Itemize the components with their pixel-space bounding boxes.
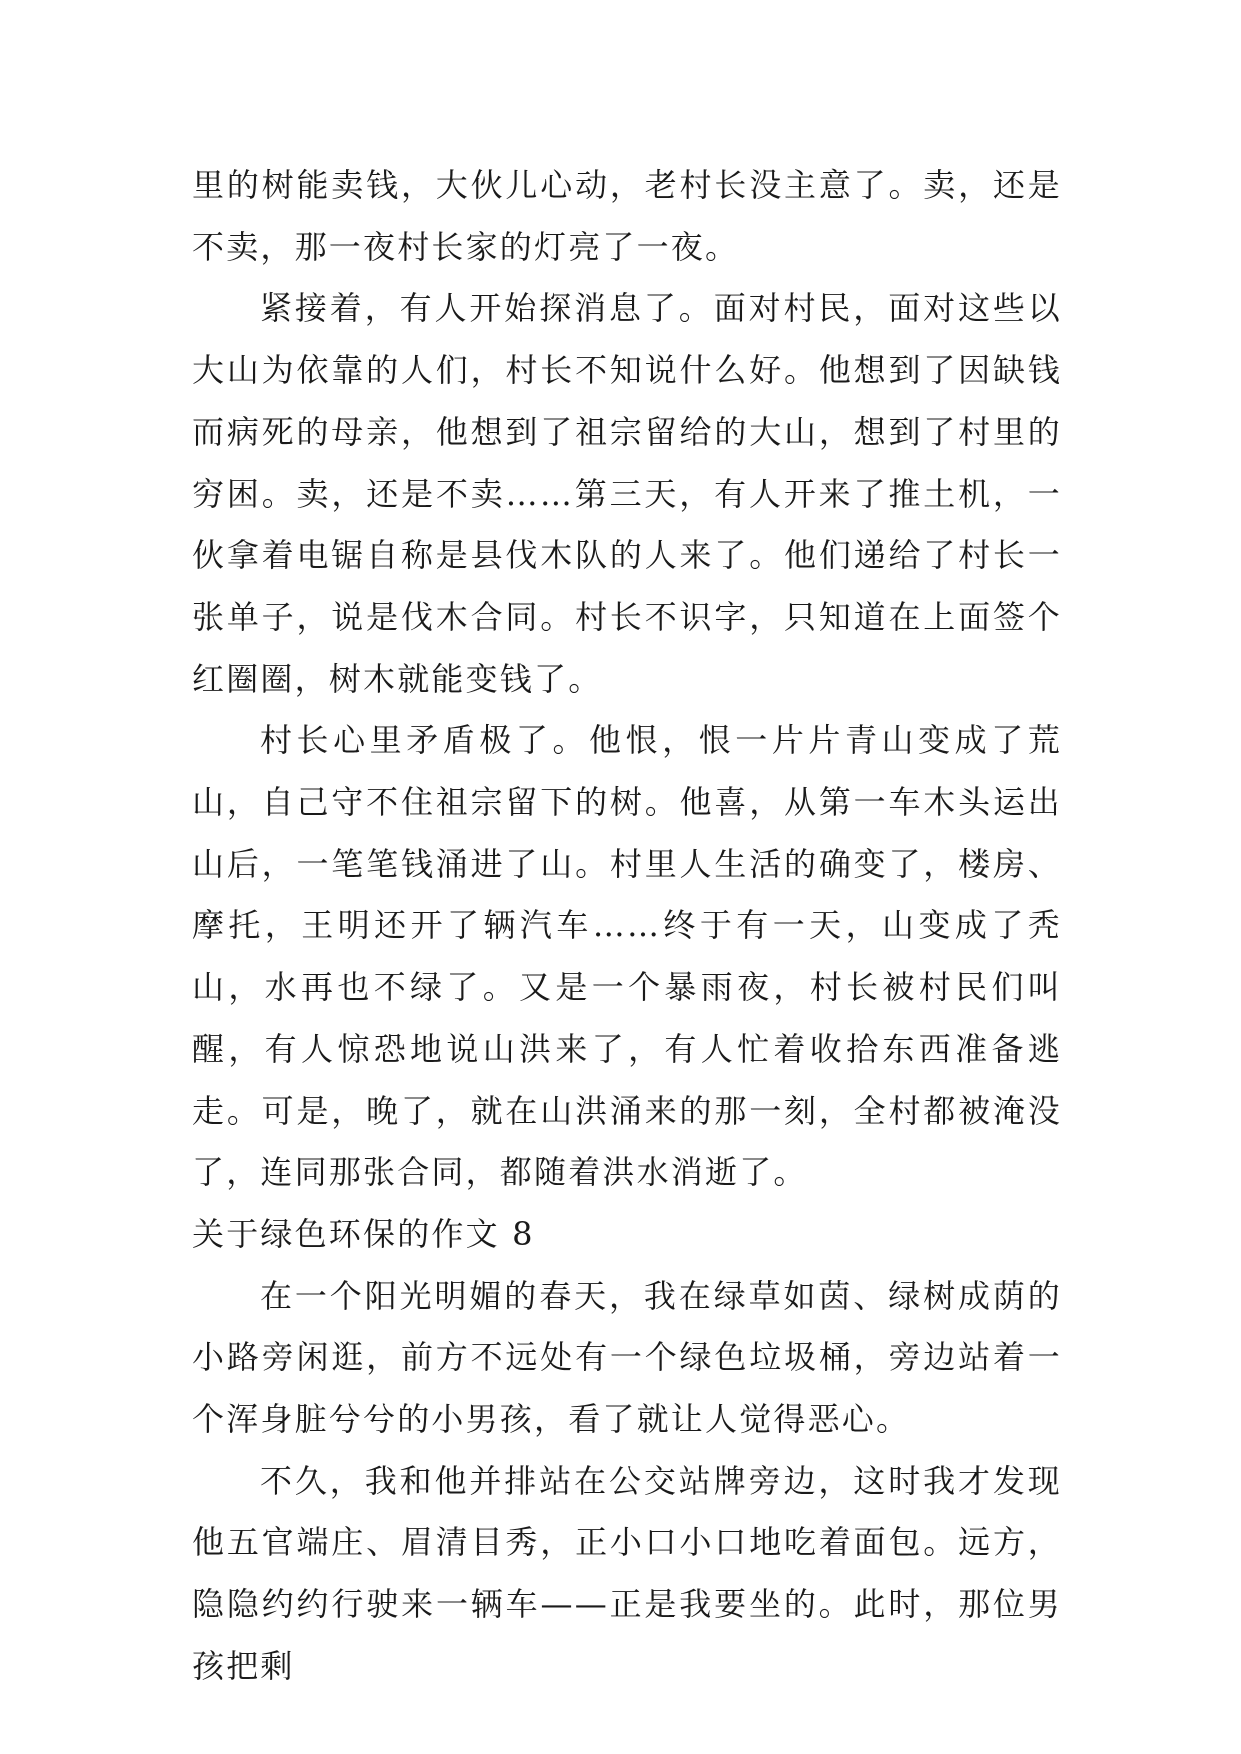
section-paragraph-1: 在一个阳光明媚的春天，我在绿草如茵、绿树成荫的小路旁闲逛，前方不远处有一个绿色垃圾桶，旁边站着一个浑身脏兮兮的小男孩，看了就让人觉得恶心。 (192, 1276, 1062, 1439)
paragraph-2: 紧接着，有人开始探消息了。面对村民，面对这些以大山为依靠的人们，村长不知说什么好。他想到了因缺钱而病死的母亲，他想到了祖宗留给的大山，想到了村里的穷困。卖，还是不卖……第三天，有人开来了推土机，一伙拿着电锯自称是县伐木队的人来了。他们递给了村长一张单子，说是伐木合同。村长不识字，只知道在上面签个红圈圈，树木就能变钱了。 (192, 289, 1062, 698)
document-body (192, 155, 1062, 1698)
paragraph-1: 里的树能卖钱，大伙儿心动，老村长没主意了。卖，还是不卖，那一夜村长家的灯亮了一夜。 (192, 166, 1062, 266)
paragraph-3: 村长心里矛盾极了。他恨，恨一片片青山变成了荒山，自己守不住祖宗留下的树。他喜，从第一车木头运出山后，一笔笔钱涌进了山。村里人生活的确变了，楼房、摩托，王明还开了辆汽车……终于有一天，山变成了秃山，水再也不绿了。又是一个暴雨夜，村长被村民们叫醒，有人惊恐地说山洪来了，有人忙着收拾东西准备逃走。可是，晚了，就在山洪涌来的那一刻，全村都被淹没了，连同那张合同，都随着洪水消逝了。 (192, 721, 1062, 1192)
section-paragraph-2: 不久，我和他并排站在公交站牌旁边，这时我才发现他五官端庄、眉清目秀，正小口小口地吃着面包。远方，隐隐约约行驶来一辆车——正是我要坐的。此时，那位男孩把剩 (192, 1461, 1062, 1685)
section-title: 关于绿色环保的作文 8 (192, 1214, 535, 1253)
